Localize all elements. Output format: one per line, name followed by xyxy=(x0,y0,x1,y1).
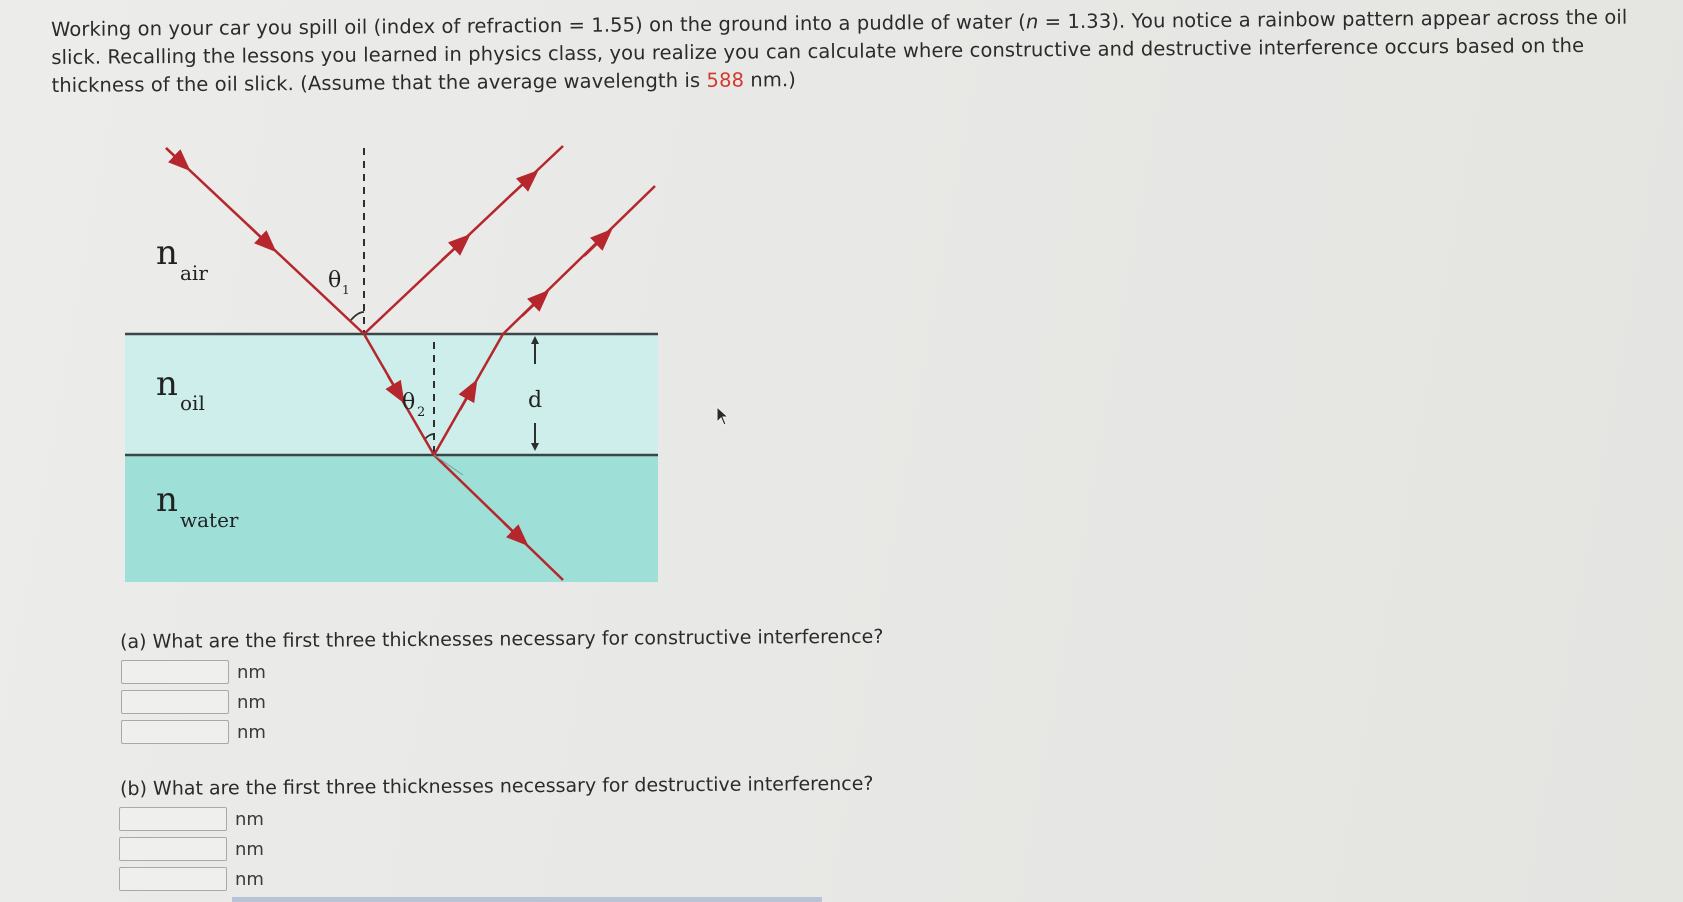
answer-row-a1 xyxy=(121,658,266,686)
answer-input-b3[interactable] xyxy=(119,867,227,891)
answer-row-b3 xyxy=(119,865,264,893)
unit-label: nm xyxy=(235,868,264,890)
n-air-label: n xyxy=(156,233,178,273)
reflected-ray-2-arrow-b xyxy=(584,235,606,256)
unit-label: nm xyxy=(235,838,264,860)
question-b: (b) What are the first three thicknesses necessary for destructive interference? xyxy=(120,772,874,800)
answer-input-a2[interactable] xyxy=(121,690,229,714)
mouse-cursor-icon xyxy=(716,406,730,426)
incident-ray-arrow-1 xyxy=(166,148,184,165)
incident-ray-arrow-2 xyxy=(248,225,270,246)
answer-input-b1[interactable] xyxy=(119,807,227,831)
wavelength-value: 588 xyxy=(706,68,745,92)
answer-row-b2 xyxy=(119,835,264,863)
unit-label: nm xyxy=(237,661,266,683)
answer-row-b1 xyxy=(119,805,264,833)
problem-text-part3: nm.) xyxy=(743,68,796,92)
problem-text-part2: = 1.33). You notice a rainbow pattern appear across the oil slick. Recalling the lessons you learned in physics class, you realize you can calculate where constructive and destructive interference occurs based on the thickness of the oil slick. (Assume that the average wavelength is xyxy=(51,5,1628,97)
problem-text-part1: Working on your car you spill oil (index of refraction = 1.55) on the ground into a puddle of water ( xyxy=(51,10,1027,41)
oil-layer xyxy=(125,334,658,455)
n-oil-subscript: oil xyxy=(180,391,205,415)
unit-label: nm xyxy=(237,691,266,713)
unit-label: nm xyxy=(235,808,264,830)
problem-statement xyxy=(51,3,1652,100)
theta1-label: θ xyxy=(328,268,342,293)
reflected-ray-1-arrow-b xyxy=(510,176,532,196)
n-oil-label: n xyxy=(156,364,178,404)
n-water-subscript: water xyxy=(180,508,239,532)
answer-row-a3 xyxy=(121,718,266,746)
theta2-subscript: 2 xyxy=(417,405,426,420)
theta1-subscript: 1 xyxy=(342,283,350,297)
answer-input-a3[interactable] xyxy=(121,720,229,744)
bottom-scrollbar-edge xyxy=(232,897,822,902)
question-a: (a) What are the first three thicknesses necessary for constructive interference? xyxy=(120,625,884,653)
n-air-subscript: air xyxy=(180,261,208,285)
reflected-ray-1-arrow-a xyxy=(442,240,464,260)
answer-input-a1[interactable] xyxy=(121,660,229,684)
theta1-arc xyxy=(351,312,364,320)
reflected-ray-2-arrow-a xyxy=(522,296,543,316)
answer-row-a2 xyxy=(121,688,266,716)
n-symbol: n xyxy=(1025,10,1039,34)
thickness-label: d xyxy=(528,388,543,413)
unit-label: nm xyxy=(237,721,266,743)
answer-input-b2[interactable] xyxy=(119,837,227,861)
thin-film-diagram xyxy=(118,138,658,588)
theta2-label: θ xyxy=(402,390,416,415)
n-water-label: n xyxy=(156,480,178,520)
